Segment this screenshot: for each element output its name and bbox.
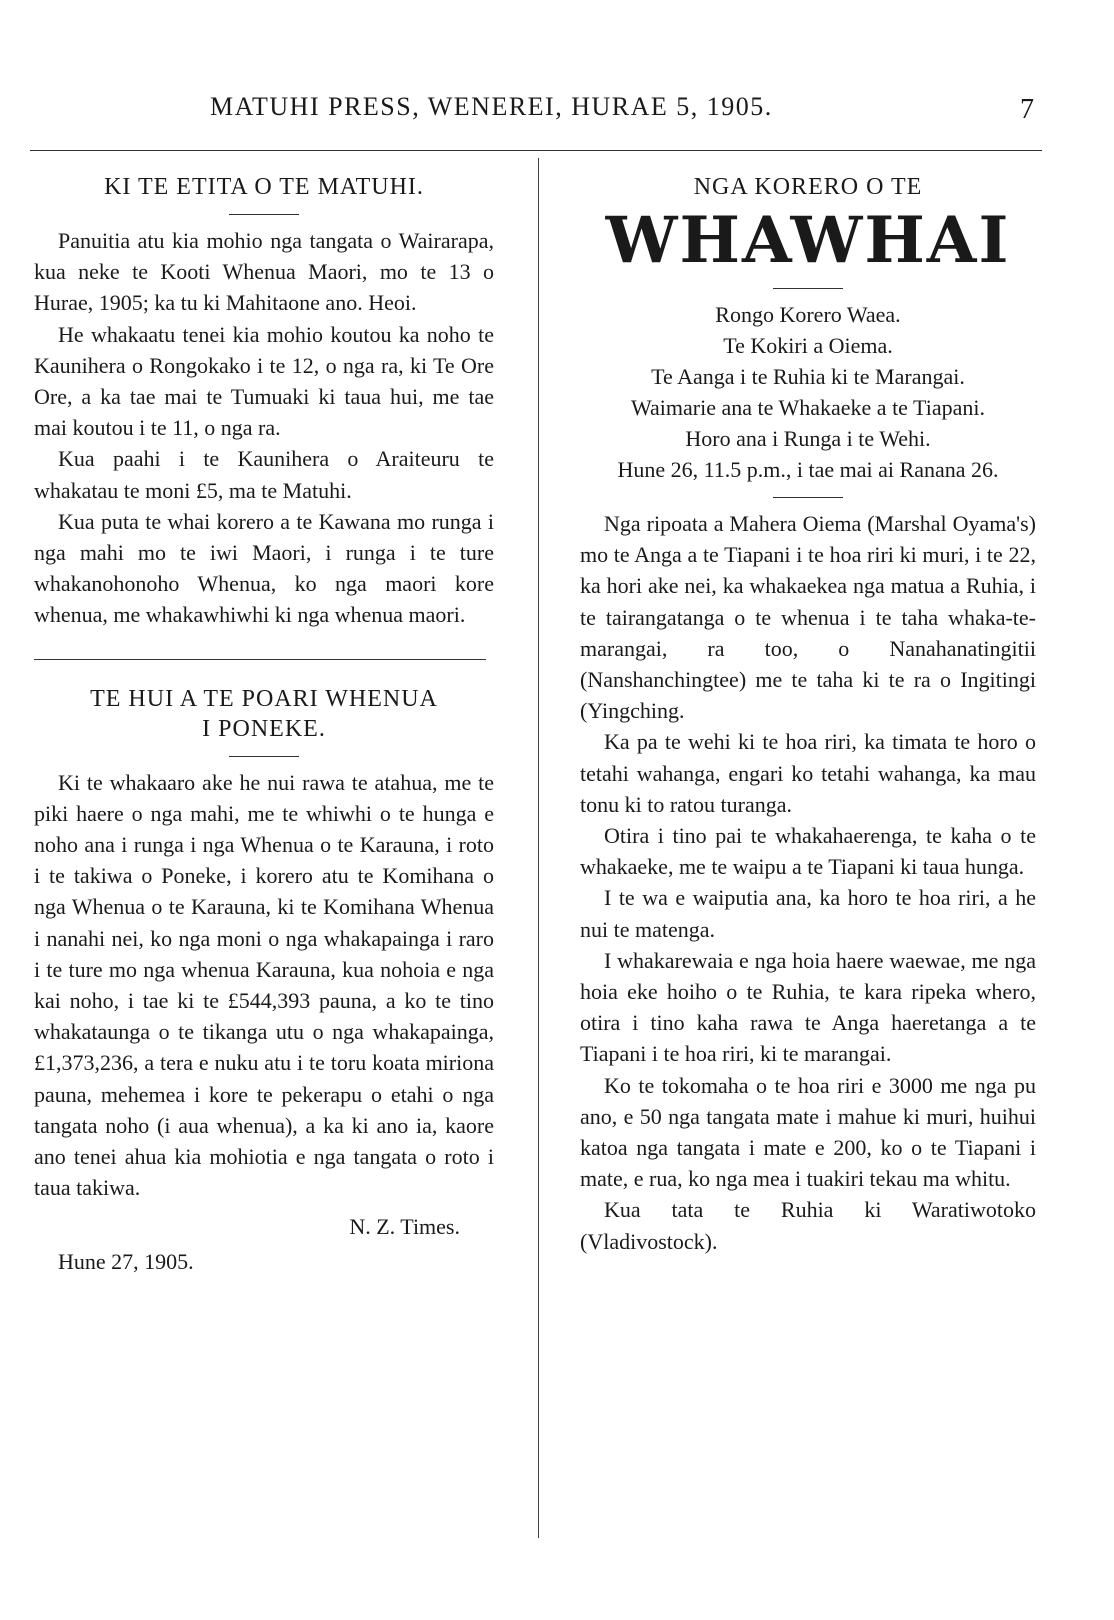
left-column bbox=[34, 172, 494, 1277]
page-header bbox=[0, 92, 1114, 132]
subheading: Te Kokiri a Oiema. bbox=[723, 333, 893, 358]
heading-rule bbox=[229, 214, 299, 215]
newspaper-title: MATUHI PRESS, WENEREI, HURAE 5, 1905. bbox=[210, 92, 773, 121]
article-land-board bbox=[34, 684, 494, 1278]
article-heading-line2: I PONEKE. bbox=[202, 715, 326, 742]
article-date: Hune 27, 1905. bbox=[58, 1249, 194, 1275]
right-column bbox=[580, 172, 1036, 1257]
paragraph: I te wa e waiputia ana, ka horo te hoa riri, a he nui te matenga. bbox=[580, 885, 1036, 942]
article-heading: TE HUI A TE POARI WHENUA bbox=[90, 685, 438, 712]
paragraph: Otira i tino pai te whakahaerenga, te kaha o te whakaeke, me te waipu a te Tiapani ki taua hunga. bbox=[580, 823, 1036, 880]
subheading: Hune 26, 11.5 p.m., i tae mai ai Ranana 26. bbox=[617, 457, 999, 482]
paragraph: Nga ripoata a Mahera Oiema (Marshal Oyama's) mo te Anga a te Tiapani i te hoa riri ki muri, i te 22, ka hori ake nei, ka whakaekea nga matua a Ruhia, i te tairangatanga o te whenua i te taha whaka-te-marangai, ra too, o Nanahanatingitii (Nanshanchingtee) me te taha ki te ra o Ingitingi (Yingching. bbox=[580, 511, 1036, 724]
paragraph: Kua tata te Ruhia ki Waratiwotoko (Vladivostock). bbox=[580, 1197, 1036, 1254]
heading-rule bbox=[773, 288, 843, 289]
paragraph: Kua paahi i te Kaunihera o Araiteuru te whakatau te moni £5, ma te Matuhi. bbox=[34, 446, 494, 503]
page-number: 7 bbox=[1020, 94, 1034, 125]
paragraph: Panuitia atu kia mohio nga tangata o Wairarapa, kua neke te Kooti Whenua Maori, mo te 13 o Hurae, 1905; ka tu ki Mahitaone ano. Heoi. bbox=[34, 228, 494, 316]
heading-rule bbox=[773, 497, 843, 498]
subheading: Horo ana i Runga i te Wehi. bbox=[685, 426, 931, 451]
subheading: Rongo Korero Waea. bbox=[715, 302, 901, 327]
paragraph: Ko te tokomaha o te hoa riri e 3000 me nga pu ano, e 50 nga tangata mate i mahue ki muri, huihui katoa nga tangata i mate e 200, ko o te Tiapani i mate, e rua, ko nga mea i tuakiri tekau ma whitu. bbox=[580, 1072, 1036, 1192]
section-divider bbox=[34, 659, 486, 660]
column-divider bbox=[538, 158, 539, 1538]
war-heading-big: WHAWHAI bbox=[605, 203, 1011, 278]
subheading: Te Aanga i te Ruhia ki te Marangai. bbox=[651, 364, 965, 389]
paragraph: Ka pa te wehi ki te hoa riri, ka timata te horo o tetahi wahanga, engari ko tetahi wahanga, ka mau tonu ki to ratou turanga. bbox=[580, 729, 1036, 817]
subheading: Waimarie ana te Whakaeke a te Tiapani. bbox=[631, 395, 985, 420]
paragraph: Kua puta te whai korero a te Kawana mo runga i nga mahi mo te iwi Maori, i runga i te ture whakanohonoho Whenua, ko nga maori kore whenua, me whakawhiwhi ki nga whenua maori. bbox=[34, 508, 494, 628]
article-editor-letter bbox=[34, 172, 494, 631]
source-credit: N. Z. Times. bbox=[349, 1214, 460, 1240]
heading-rule bbox=[229, 756, 299, 757]
article-heading: KI TE ETITA O TE MATUHI. bbox=[104, 174, 424, 200]
paragraph: He whakaatu tenei kia mohio koutou ka noho te Kaunihera o Rongokako i te 12, o nga ra, ki Te Ore Ore, a ka tae mai te Tumuaki ki taua hui, me tae mai koutou i te 11, o nga ra. bbox=[34, 321, 494, 441]
paragraph: I whakarewaia e nga hoia haere waewae, me nga hoia eke hoiho o te Ruhia, te kara ripeka whero, otira i tino kaha rawa te Anga haeretanga a te Tiapani i te hoa riri, ki te marangai. bbox=[580, 947, 1036, 1067]
war-heading-small: NGA KORERO O TE bbox=[693, 174, 923, 200]
header-divider bbox=[30, 150, 1042, 151]
paragraph: Ki te whakaaro ake he nui rawa te atahua, me te piki haere o nga mahi, me te whiwhi o te hunga e noho ana i runga i nga Whenua o te Karauna, i roto i te takiwa o Poneke, i korero atu te Komihana o nga Whenua o te Karauna, ki te Komihana Whenua i nanahi nei, ko nga moni o nga whakapainga i raro i te ture mo nga whenua Karauna, kua nohoia e nga kai noho, i tae ki te £544,393 pauna, a ko te tino whakataunga o te tikanga utu o nga whakapainga, £1,373,236, a tera e nuku atu i te toru koata miriona pauna, mehemea i kore te pekerapu o etahi o nga tangata noho (i aua whenua), a ka ki ano ia, kaore ano tenei ahua kia mohiotia e nga tangata o roto i taua takiwa. bbox=[34, 769, 494, 1201]
